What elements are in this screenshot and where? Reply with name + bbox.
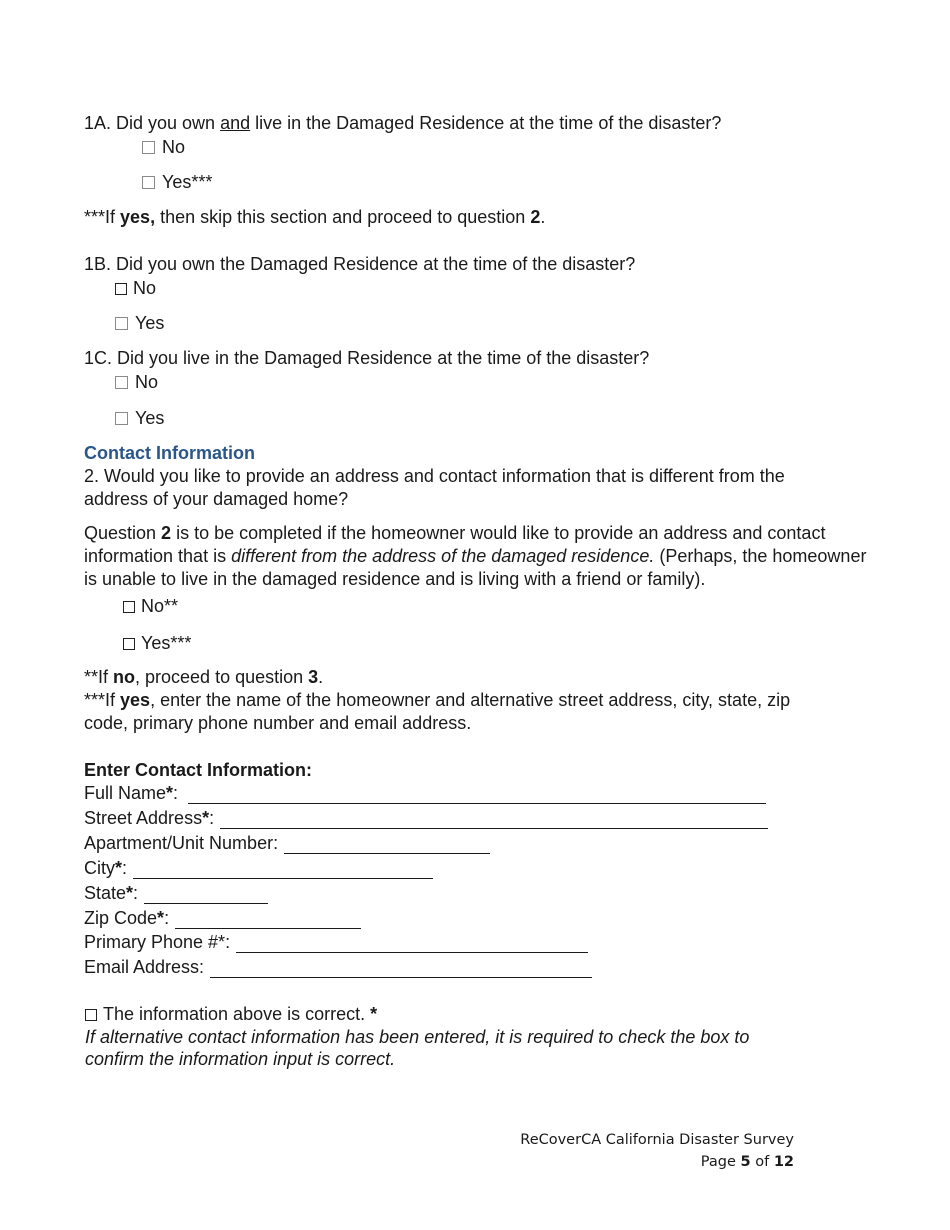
q1b-option-no[interactable]: No [115, 277, 156, 299]
page-number: Page 5 of 12 [700, 1154, 794, 1170]
question-1a: 1A. Did you own and live in the Damaged Residence at the time of the disaster? [84, 113, 722, 133]
street-address-field [84, 805, 768, 829]
q2-note-no: **If no, proceed to question 3. [84, 667, 324, 687]
q1a-option-no[interactable]: No [142, 136, 185, 158]
primary-phone-input[interactable] [236, 936, 588, 953]
confirm-checkbox-row[interactable]: The information above is correct. * [85, 1003, 377, 1025]
field-label: State*: [84, 883, 139, 903]
email-input[interactable] [210, 961, 592, 978]
q1a-note: ***If yes, then skip this section and proceed to question 2. [84, 207, 546, 227]
q1c-option-yes[interactable]: Yes [115, 407, 164, 429]
full-name-input[interactable] [188, 787, 766, 804]
page-footer [520, 1129, 794, 1173]
checkbox-icon[interactable] [115, 283, 127, 295]
field-label: Primary Phone #*: [84, 932, 231, 952]
question-1c: 1C. Did you live in the Damaged Residence at the time of the disaster? [84, 348, 650, 368]
checkbox-icon[interactable] [142, 141, 155, 154]
question-1b: 1B. Did you own the Damaged Residence at the time of the disaster? [84, 254, 636, 274]
field-label: Full Name*: [84, 783, 179, 803]
checkbox-icon[interactable] [115, 412, 128, 425]
q1b-option-yes[interactable]: Yes [115, 312, 164, 334]
contact-heading: Contact Information [84, 443, 255, 463]
primary-phone-field [84, 929, 588, 953]
q1a-option-yes[interactable]: Yes*** [142, 171, 212, 193]
q2-note-yes: ***If yes, enter the name of the homeowner and alternative street address, city, state, zip code, primary phone number and email address. [84, 690, 791, 733]
checkbox-icon[interactable] [85, 1009, 97, 1021]
q2-option-yes[interactable]: Yes*** [123, 632, 191, 654]
state-field [84, 880, 268, 904]
q2-option-no[interactable]: No** [123, 595, 178, 617]
checkbox-icon[interactable] [115, 376, 128, 389]
q1c-option-no[interactable]: No [115, 371, 158, 393]
confirm-note: If alternative contact information has been entered, it is required to check the box to confirm the information input is correct. [85, 1027, 750, 1069]
apartment-input[interactable] [284, 837, 490, 854]
field-label: Email Address: [84, 957, 205, 977]
street-address-input[interactable] [220, 812, 768, 829]
zip-code-input[interactable] [175, 912, 361, 929]
form-heading: Enter Contact Information: [84, 760, 312, 780]
footer-title: ReCoverCA California Disaster Survey [520, 1132, 794, 1148]
city-input[interactable] [133, 862, 433, 879]
state-input[interactable] [144, 887, 268, 904]
question-2-explanation: Question 2 is to be completed if the homeowner would like to provide an address and contact information that is different from the address of the damaged residence. (Perhaps, the homeowner is unable to live in the damaged residence and is living with a friend or family). [84, 523, 867, 589]
apartment-field [84, 830, 490, 854]
field-label: Zip Code*: [84, 908, 170, 928]
city-field [84, 855, 433, 879]
checkbox-icon[interactable] [123, 638, 135, 650]
field-label: City*: [84, 858, 128, 878]
full-name-field [84, 780, 766, 804]
zip-code-field [84, 905, 361, 929]
checkbox-icon[interactable] [115, 317, 128, 330]
checkbox-icon[interactable] [142, 176, 155, 189]
field-label: Apartment/Unit Number: [84, 833, 279, 853]
question-2: 2. Would you like to provide an address and contact information that is different from the address of your damaged home? [84, 466, 785, 509]
checkbox-icon[interactable] [123, 601, 135, 613]
field-label: Street Address*: [84, 808, 215, 828]
email-field [84, 954, 592, 978]
